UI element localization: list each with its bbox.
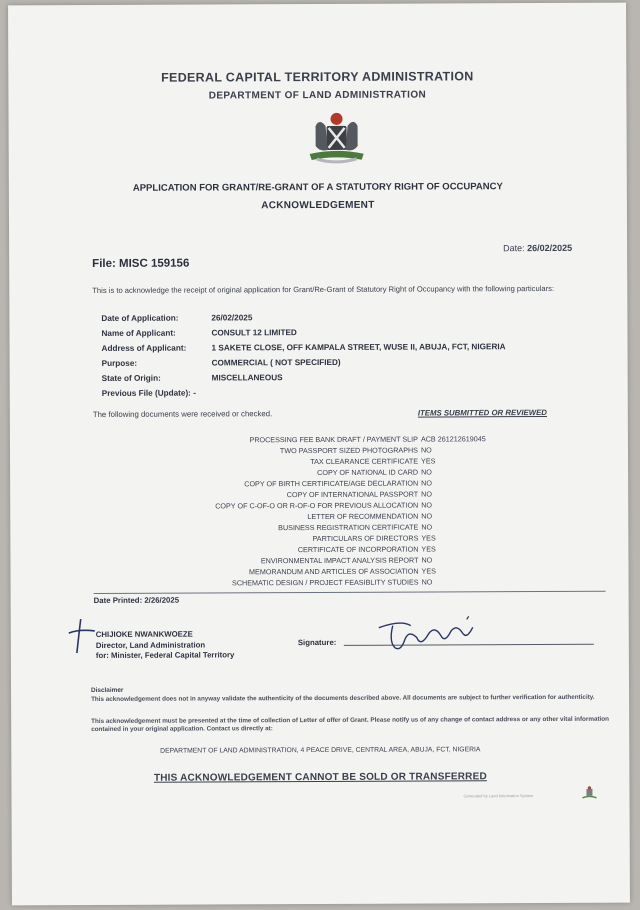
document-page [8, 3, 630, 906]
disclaimer-paragraph: This acknowledgement does not in anyway validate the authenticity of the documents described above. All documents are subject to further verification for authenticity. [91, 693, 595, 703]
field-value: COMMERCIAL ( NOT SPECIFIED) [211, 357, 341, 368]
agency-heading: FEDERAL CAPITAL TERRITORY ADMINISTRATION [161, 69, 474, 85]
document-status: NO [421, 489, 432, 499]
field-label: Date of Application: [101, 313, 179, 323]
document-name: PARTICULARS OF DIRECTORS [312, 533, 419, 544]
field-value: CONSULT 12 LIMITED [211, 328, 297, 338]
previous-file-label: Previous File (Update): [101, 388, 191, 398]
signer-for: for: Minister, Federal Capital Territory [95, 650, 235, 660]
document-status: YES [421, 566, 436, 576]
coat-of-arms-icon [301, 110, 371, 168]
disclaimer-paragraph: This acknowledgement must be presented at the time of collection of Letter of offer of Grant. Please notify us of any change of contact address or any other vital information contained in your original application. Contact us directly at: [91, 715, 610, 733]
document-status: NO [420, 445, 432, 455]
document-name: ENVIRONMENTAL IMPACT ANALYSIS REPORT [260, 555, 419, 566]
document-status: NO [421, 500, 433, 510]
field-label [102, 389, 196, 398]
document-status: NO [421, 555, 433, 565]
date-printed-value: 2/26/2025 [144, 595, 180, 605]
signature-label: Signature: [297, 637, 337, 648]
field-label: Name of Applicant: [101, 328, 176, 338]
document-date [503, 243, 572, 253]
signer-title: Director, Land Administration [95, 639, 206, 650]
documents-intro: The following documents were received or checked. [92, 409, 273, 419]
document-name: COPY OF INTERNATIONAL PASSPORT [286, 489, 419, 500]
document-status: ACB 261212619045 [420, 434, 486, 444]
file-label: File: [92, 257, 116, 270]
footer-notice: THIS ACKNOWLEDGEMENT CANNOT BE SOLD OR TRANSFERRED [153, 771, 487, 784]
document-name: COPY OF BIRTH CERTIFICATE/AGE DECLARATION [244, 478, 419, 489]
document-status: YES [421, 456, 436, 466]
file-number [92, 258, 189, 270]
file-value: MISC 159156 [118, 257, 190, 270]
date-value: 26/02/2025 [527, 242, 573, 254]
document-name: TAX CLEARANCE CERTIFICATE [310, 456, 419, 467]
divider [94, 591, 606, 594]
date-printed-label: Date Printed: [93, 595, 143, 605]
document-status: YES [421, 533, 436, 543]
document-name: PROCESSING FEE BANK DRAFT / PAYMENT SLIP [249, 434, 418, 445]
small-emblem-icon [581, 786, 597, 800]
field-label: Purpose: [101, 358, 138, 368]
field-value: MISCELLANEOUS [211, 373, 283, 383]
document-name: COPY OF NATIONAL ID CARD [317, 467, 419, 478]
document-status: NO [421, 522, 433, 532]
document-name: BUSINESS REGISTRATION CERTIFICATE [278, 522, 419, 533]
document-name: MEMORANDUM AND ARTICLES OF ASSOCIATION [249, 566, 419, 577]
document-status: NO [421, 577, 433, 587]
disclaimer-heading: Disclaimer [91, 686, 124, 694]
document-status: NO [421, 478, 432, 488]
field-value: 1 SAKETE CLOSE, OFF KAMPALA STREET, WUSE II, ABUJA, FCT, NIGERIA [211, 342, 506, 353]
document-name: SCHEMATIC DESIGN / PROJECT FEASIBLITY STUDIES [232, 577, 419, 588]
document-status: YES [421, 544, 436, 554]
document-name: CERTIFICATE OF INCORPORATION [297, 544, 419, 555]
document-name: COPY OF C-OF-O OR R-OF-O FOR PREVIOUS ALLOCATION [215, 500, 419, 511]
field-label: Address of Applicant: [101, 343, 187, 353]
document-status: NO [421, 511, 433, 521]
field-value: 26/02/2025 [211, 313, 253, 323]
field-label: State of Origin: [101, 373, 161, 383]
pen-mark-icon [67, 617, 97, 657]
department-address: DEPARTMENT OF LAND ADMINISTRATION, 4 PEACE DRIVE, CENTRAL AREA, ABUJA, FCT, NIGERIA [160, 746, 481, 755]
application-title: APPLICATION FOR GRANT/RE-GRANT OF A STATUTORY RIGHT OF OCCUPANCY [132, 181, 503, 194]
items-header: ITEMS SUBMITTED OR REVIEWED [417, 408, 547, 418]
acknowledgement-title: ACKNOWLEDGEMENT [261, 199, 375, 212]
document-name: TWO PASSPORT SIZED PHOTOGRAPHS [279, 445, 419, 456]
handwritten-signature [371, 613, 481, 658]
date-label: Date: [503, 243, 525, 254]
signer-block [96, 629, 235, 661]
generator-note: Generated by Land Information System [463, 793, 534, 799]
department-heading: DEPARTMENT OF LAND ADMINISTRATION [208, 89, 427, 102]
previous-file-value: - [193, 388, 196, 398]
intro-text: This is to acknowledge the receipt of original application for Grant/Re-Grant of Statutory Right of Occupancy with the following particulars: [92, 283, 555, 295]
document-status: NO [421, 467, 432, 477]
document-name: LETTER OF RECOMMENDATION [307, 511, 419, 522]
date-printed [94, 596, 179, 605]
signer-name: CHIJIOKE NWANKWOEZE [95, 629, 193, 639]
